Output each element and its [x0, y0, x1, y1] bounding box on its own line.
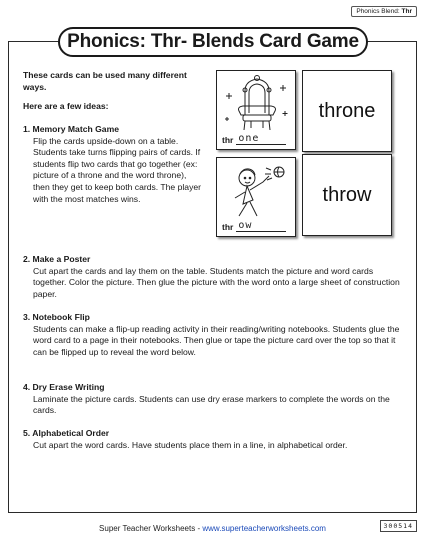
picture-card-throw	[216, 157, 296, 237]
throne-chair-icon	[217, 73, 297, 135]
idea-title: 5. Alphabetical Order	[23, 428, 110, 438]
child-throwing-icon	[217, 160, 297, 222]
idea-body: Students can make a flip-up reading activity in their reading/writing notebooks. Students glue the word card to a page in their notebooks. Then glue or tape the picture card over the top so that it can be flipped up to reveal the word below.	[33, 323, 400, 357]
idea-notebook-flip	[23, 312, 408, 358]
idea-body: Flip the cards upside-down on a table. Students take turns flipping pairs of cards. If students flip two cards that go together (ex: picture of a throne and the word throne), then they get to keep both cards. The player with the most matches wins.	[33, 135, 202, 204]
word-card-throw	[302, 154, 392, 236]
picture-card-label	[222, 221, 286, 232]
blend-label: thr	[222, 222, 234, 232]
idea-title: 2. Make a Poster	[23, 254, 91, 264]
idea-title: 1. Memory Match Game	[23, 124, 119, 134]
idea-title: 3. Notebook Flip	[23, 312, 90, 322]
answer-blank: one	[236, 134, 286, 145]
idea-make-poster	[23, 254, 408, 300]
phonics-blend-tag	[351, 6, 417, 17]
ideas-heading: Here are a few ideas:	[23, 101, 109, 111]
tag-value: Thr	[401, 8, 412, 15]
word-card-text: throw	[322, 183, 372, 206]
answer-blank: ow	[236, 221, 286, 232]
picture-card-label	[222, 134, 286, 145]
intro-text: These cards can be used many different ways.	[23, 70, 187, 92]
idea-body: Cut apart the word cards. Have students place them in a line, in alphabetical order.	[33, 439, 348, 450]
footer-link[interactable]: www.superteacherworksheets.com	[202, 524, 326, 533]
idea-memory-match	[23, 124, 203, 205]
tag-prefix: Phonics Blend:	[356, 8, 400, 15]
idea-dry-erase	[23, 382, 408, 417]
word-card-text: throne	[318, 99, 376, 122]
blend-label: thr	[222, 135, 234, 145]
idea-alphabetical-order	[23, 428, 408, 451]
idea-body: Laminate the picture cards. Students can use dry erase markers to complete the words on the cards.	[33, 393, 390, 416]
worksheet-code: 300514	[380, 520, 417, 532]
footer-prefix: Super Teacher Worksheets -	[99, 524, 203, 533]
idea-title: 4. Dry Erase Writing	[23, 382, 105, 392]
word-card-throne	[302, 70, 392, 152]
idea-body: Cut apart the cards and lay them on the table. Students match the picture and word cards together. Color the picture. Then glue the picture with the word onto a large sheet of construction paper.	[33, 265, 400, 299]
page-title: Phonics: Thr- Blends Card Game	[58, 27, 368, 57]
footer	[0, 524, 425, 533]
picture-card-throne	[216, 70, 296, 150]
